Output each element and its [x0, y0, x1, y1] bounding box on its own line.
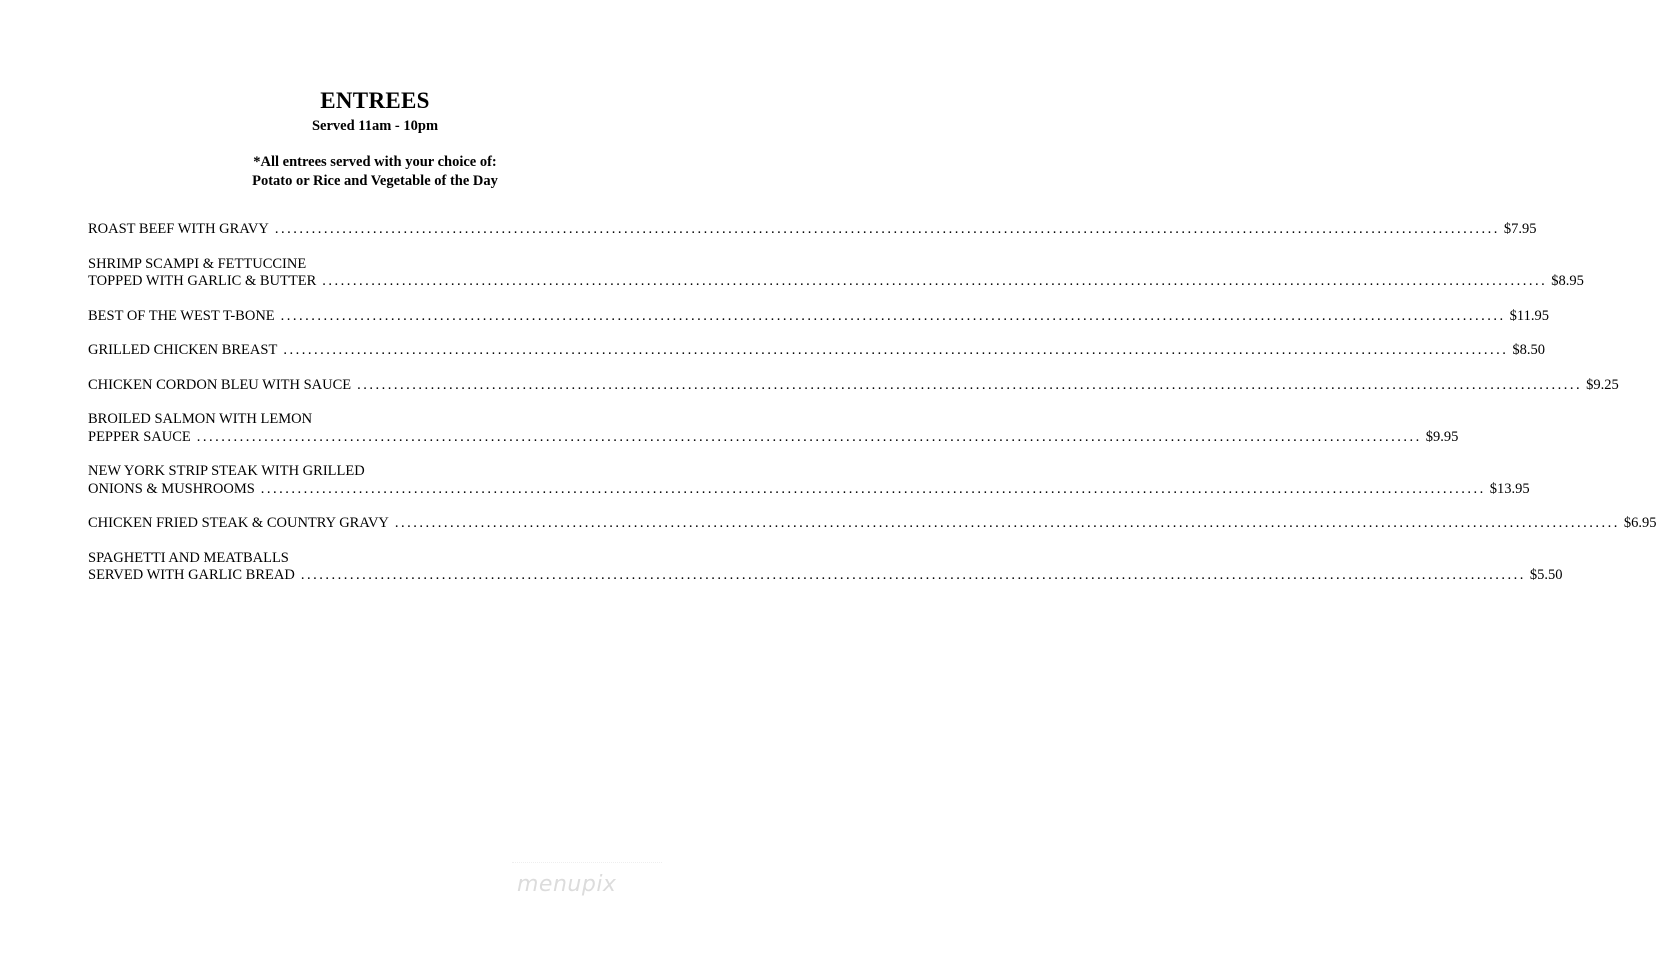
- menu-item-name: CHICKEN FRIED STEAK & COUNTRY GRAVY: [88, 515, 389, 531]
- menu-item: [88, 463, 1530, 498]
- menu-item-name: GRILLED CHICKEN BREAST: [88, 342, 278, 358]
- menu-item-name: BEST OF THE WEST T-BONE: [88, 307, 275, 324]
- menu-item: [88, 307, 1549, 326]
- menu-item-line: [88, 307, 1549, 326]
- dot-leader: ........................................................................................................................................................................................................: [394, 515, 1620, 531]
- dot-leader: ........................................................................................................................................................................................................: [260, 480, 1486, 497]
- menu-item-price: $9.25: [1586, 376, 1619, 393]
- dot-leader: ........................................................................................................................................................................................................: [283, 342, 1509, 358]
- page-title: ENTREES: [320, 88, 430, 113]
- dot-leader: ........................................................................................................................................................................................................: [300, 567, 1526, 583]
- menu-item-name-continued: PEPPER SAUCE: [88, 428, 191, 445]
- menu-item: [88, 255, 1584, 291]
- menu-item-price: $11.95: [1509, 307, 1549, 324]
- menu-item-price: $7.95: [1503, 221, 1537, 237]
- menu-item: [88, 221, 1537, 239]
- menu-item-name: NEW YORK STRIP STEAK WITH GRILLED: [88, 463, 365, 479]
- menu-item-name: ROAST BEEF WITH GRAVY: [88, 221, 269, 237]
- menu-item-line: [88, 428, 1459, 447]
- menu-item: [88, 515, 1657, 533]
- entree-note-line-2: Potato or Rice and Vegetable of the Day: [252, 173, 498, 189]
- entree-list: [88, 221, 1657, 602]
- menu-item: [88, 411, 1459, 446]
- menu-item-line: [88, 515, 1657, 533]
- menu-item-line: [88, 480, 1530, 499]
- dot-leader: ........................................................................................................................................................................................................: [322, 273, 1548, 289]
- menu-item-price: $5.50: [1529, 567, 1563, 583]
- serving-hours: Served 11am - 10pm: [311, 118, 439, 134]
- dot-leader: ........................................................................................................................................................................................................: [274, 221, 1500, 237]
- menu-item: [88, 549, 1563, 585]
- menu-item-line: [88, 273, 1584, 291]
- dot-leader: ........................................................................................................................................................................................................: [357, 376, 1583, 393]
- entree-note: [0, 153, 750, 191]
- menu-item-name-continued: TOPPED WITH GARLIC & BUTTER: [88, 273, 317, 289]
- dot-leader: ........................................................................................................................................................................................................: [196, 428, 1422, 445]
- menu-item-name: BROILED SALMON WITH LEMON: [88, 411, 313, 427]
- menu-item-name: CHICKEN CORDON BLEU WITH SAUCE: [88, 376, 352, 393]
- menu-item-name-continued: SERVED WITH GARLIC BREAD: [88, 567, 295, 583]
- menu-item-price: $9.95: [1425, 428, 1459, 445]
- menu-item-line: [88, 342, 1545, 360]
- menupix-watermark: menupix: [517, 872, 617, 897]
- menu-item-price: $6.95: [1623, 515, 1657, 531]
- menu-item-name-continued: ONIONS & MUSHROOMS: [88, 480, 255, 497]
- menu-item-name: SHRIMP SCAMPI & FETTUCCINE: [88, 255, 307, 272]
- menu-item-line: [88, 376, 1619, 395]
- menu-item-name: SPAGHETTI AND MEATBALLS: [88, 549, 289, 566]
- menu-item: [88, 376, 1619, 395]
- menu-item-price: $13.95: [1489, 480, 1530, 497]
- menu-item-line: [88, 567, 1563, 585]
- dot-leader: ........................................................................................................................................................................................................: [280, 307, 1506, 324]
- menu-item-price: $8.50: [1512, 342, 1545, 358]
- menu-item-price: $8.95: [1551, 273, 1584, 289]
- watermark-divider: [512, 862, 662, 863]
- menu-item: [88, 342, 1545, 360]
- entree-note-line-1: *All entrees served with your choice of:: [253, 154, 497, 170]
- menu-item-line: [88, 221, 1537, 239]
